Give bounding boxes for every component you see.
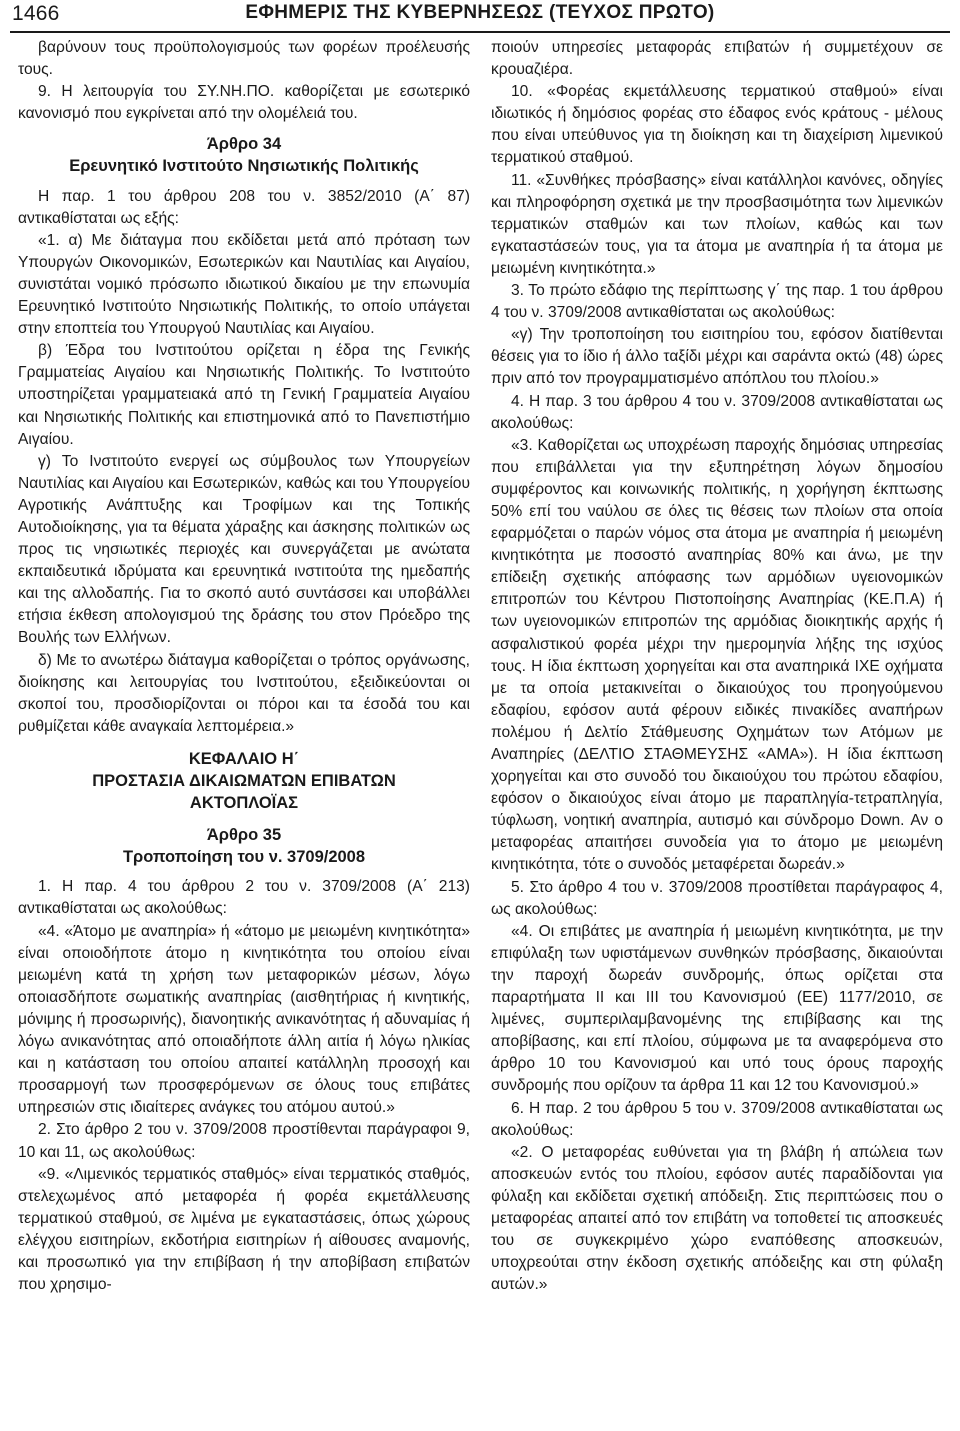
paragraph: «γ) Την τροποποίηση του εισιτηρίου του, εφόσον διατίθενται θέσεις για το ίδιο ή άλλο ταξίδι μέχρι και σαράντα οκτώ (48) ώρες πριν από τον προγραμματισμένο απόπλου του πλοίου.» xyxy=(491,326,943,388)
paragraph: 10. «Φορέας εκμετάλλευσης τερματικού σταθμού» είναι ιδιωτικός ή δημόσιος φορέας στο έδαφος ενός κράτους - μέλους που είναι υπεύθυνος για τη διοίκηση και τη διαχείριση λιμενικού τερματικού σταθμού. xyxy=(491,83,943,167)
paragraph: «2. Ο μεταφορέας ευθύνεται για τη βλάβη ή απώλεια των αποσκευών εντός του πλοίου, εφόσον αυτές παραδίδονται για φύλαξη και εκδίδεται σχετική απόδειξη. Στις περιπτώσεις που ο μεταφορέας απαιτεί από τον επιβάτη να τοποθετεί τις αποσκευές του σε συγκεκριμένο χώρο εναπόθεσης αποσκευών, υποχρεούται στην έκδοση σχετικής απόδειξης και στη φύλαξη αυτών.» xyxy=(491,1143,943,1294)
paragraph: 1. Η παρ. 4 του άρθρου 2 του ν. 3709/2008 (Α΄ 213) αντικαθίσταται ως ακολούθως: xyxy=(18,878,470,918)
paragraph: «4. Οι επιβάτες με αναπηρία ή μειωμένη κινητικότητα, με την επιφύλαξη των υφιστάμενων συνθηκών πρόσβασης, δικαιούνται την παροχή δωρεάν συνδρομής, όπως ορίζεται στα παραρτήματα ΙΙ και ΙΙΙ του Κανονισμού (ΕΕ) 1177/2010, σε λιμένες, συμπεριλαμβανομένης της επιβίβασης και της αποβίβασης, και επί πλοίου, σύμφωνα με τα αναφερόμενα στο άρθρο 10 του Κανονισμού και υπό τους όρους παροχής συνδρομής που ορίζουν τα άρθρα 11 και 12 του Κανονισμού.» xyxy=(491,922,943,1095)
paragraph: δ) Με το ανωτέρω διάταγμα καθορίζεται ο τρόπος οργάνωσης, διοίκησης και λειτουργίας του Ινστιτούτου, εξειδικεύονται οι σκοποί του, προσδιορίζονται οι πόροι και τα έσοδά του και ρυθμίζεται κάθε αναγκαία λεπτομέρεια.» xyxy=(18,651,470,735)
page-number: 1466 xyxy=(12,2,60,25)
paragraph: βαρύνουν τους προϋπολογισμούς των φορέων προέλευσής τους. xyxy=(18,39,470,79)
running-title: ΕΦΗΜΕΡΙΣ ΤΗΣ ΚΥΒΕΡΝΗΣΕΩΣ (ΤΕΥΧΟΣ ΠΡΩΤΟ) xyxy=(245,2,715,23)
article-35-subtitle: Τροποποίηση του ν. 3709/2008 xyxy=(122,848,366,867)
spacer xyxy=(18,125,470,133)
article-34-title: Άρθρο 34 xyxy=(206,135,282,154)
header-rule xyxy=(10,31,950,33)
paragraph: β) Έδρα του Ινστιτούτου ορίζεται η έδρα της Γενικής Γραμματείας Αιγαίου και Νησιωτικής Πολιτικής. Το Ινστιτούτο υποστηρίζεται γραμματειακά από τη Γενική Γραμματεία Αιγαίου και Νησιωτικής Πολιτικής και επιστημονικά από το Πανεπιστήμιο Αιγαίου. xyxy=(18,342,470,448)
paragraph: ποιούν υπηρεσίες μεταφοράς επιβατών ή συμμετέχουν σε κρουαζιέρα. xyxy=(491,39,943,79)
article-35-title: Άρθρο 35 xyxy=(206,826,282,845)
left-column xyxy=(18,37,470,1296)
paragraph: 9. Η λειτουργία του ΣΥ.ΝΗ.ΠΟ. καθορίζεται με εσωτερικό κανονισμό που εγκρίνεται από την ολομέλειά του. xyxy=(18,83,470,123)
paragraph: «9. «Λιμενικός τερματικός σταθμός» είναι τερματικός σταθμός, στελεχωμένος από μεταφορέα ή φορέα εκμετάλλευσης τερματικού σταθμού, σε λιμένα με εγκαταστάσεις, όπως χώρους ελέγχου εισιτηρίων, εκδοτήρια εισιτηρίων ή αίθουσες αναμονής, και προσωπικό για την επιβίβαση ή την αποβίβαση επιβατών που χρησιμο- xyxy=(18,1165,470,1294)
paragraph: 11. «Συνθήκες πρόσβασης» είναι κατάλληλοι κανόνες, οδηγίες και πληροφόρηση σχετικά με την προσβασιμότητα των λιμενικών τερματικών σταθμών και των πλοίων, καθώς και των εγκαταστάσεών τους, για τα άτομα με αναπηρία ή τα άτομα με μειωμένη κινητικότητα.» xyxy=(491,171,943,277)
spacer xyxy=(18,868,470,876)
paragraph: «3. Καθορίζεται ως υποχρέωση παροχής δημόσιας υπηρεσίας που επιβάλλεται για την εξυπηρέτηση λόγων δημοσίου συμφέροντος και κοινωνικής πολιτικής, η χορήγηση έκπτωσης 50% επί του ναύλου σε όλες τις θέσεις των πλοίων στα οποία εφαρμόζεται ο παρών νόμος στα άτομα με αναπηρία ή μειωμένη κινητικότητα με ποσοστό αναπηρίας 80% και άνω, με την επίδειξη σχετικής απόφασης των αρμόδιων υγειονομικών επιτροπών του Κέντρου Πιστοποίησης Αναπηρίας (ΚΕ.Π.Α) ή των υγειονομικών επιτροπών της αρμόδιας διοικητικής αρχής ή ασφαλιστικού φορέα μέχρι την ημερομηνία λήξης της ισχύος τους. Η ίδια έκπτωση χορηγείται και στα αναπηρικά ΙΧΕ οχήματα με τα οποία μετακινείται ο δικαιούχος του προηγούμενου εδαφίου, εφόσον αυτά φέρουν ειδικές πινακίδες αναπήρων πολέμου ή Δελτίο Στάθμευσης Οχημάτων των Ατόμων με Αναπηρίες (ΔΕΛΤΙΟ ΣΤΑΘΜΕΥΣΗΣ «ΑΜΑ»). Η ίδια έκπτωση χορηγείται και στο συνοδό του δικαιούχου του πρώτου εδαφίου, εφόσον ο δικαιούχος είναι άτομο με παραπληγία-τετραπληγία, τύφλωση, νοητική αναπηρία, αυτισμό και σύνδρομο Down. Αν ο μεταφορέας απαιτήσει συνοδεία για το άτομο με μειωμένη κινητικότητα, τότε ο συνοδός μεταφέρεται δωρεάν.» xyxy=(491,436,943,874)
paragraph: Η παρ. 1 του άρθρου 208 του ν. 3852/2010 (Α΄ 87) αντικαθίσταται ως εξής: xyxy=(18,187,470,227)
paragraph: 4. Η παρ. 3 του άρθρου 4 του ν. 3709/2008 αντικαθίσταται ως ακολούθως: xyxy=(491,392,943,432)
chapter-subtitle-line-2: ΑΚΤΟΠΛΟΪΑΣ xyxy=(189,794,299,813)
chapter-subtitle-line-1: ΠΡΟΣΤΑΣΙΑ ΔΙΚΑΙΩΜΑΤΩΝ ΕΠΙΒΑΤΩΝ xyxy=(92,772,396,790)
paragraph: 5. Στο άρθρο 4 του ν. 3709/2008 προστίθεται παράγραφος 4, ως ακολούθως: xyxy=(491,878,943,918)
chapter-title: ΚΕΦΑΛΑΙΟ Η΄ xyxy=(188,749,300,768)
article-34-subtitle: Ερευνητικό Ινστιτούτο Νησιωτικής Πολιτικής xyxy=(69,157,419,176)
page-header xyxy=(0,0,960,30)
right-column xyxy=(491,37,943,1296)
paragraph: 3. Το πρώτο εδάφιο της περίπτωσης γ΄ της παρ. 1 του άρθρου 4 του ν. 3709/2008 αντικαθίσταται ως ακολούθως: xyxy=(491,282,943,322)
paragraph: γ) Το Ινστιτούτο ενεργεί ως σύμβουλος των Υπουργείων Ναυτιλίας και Αιγαίου και Εσωτερικών, καθώς και του Υπουργείου Αγροτικής Ανάπτυξης και Τροφίμων και της Τοπικής Αυτοδιοίκησης, για τα θέματα χάραξης και άσκησης πολιτικών ως προς τις νησιωτικές περιοχές και συνεργάζεται με ανώτατα εκπαιδευτικά ιδρύματα και ερευνητικά ινστιτούτα της ημεδαπής και της αλλοδαπής. Για το σκοπό αυτό συντάσσει και υποβάλλει ετήσια έκθεση απολογισμού της δράσης του στον Πρόεδρο της Βουλής των Ελλήνων. xyxy=(18,452,470,647)
paragraph: 6. Η παρ. 2 του άρθρου 5 του ν. 3709/2008 αντικαθίσταται ως ακολούθως: xyxy=(491,1099,943,1139)
spacer xyxy=(18,178,470,186)
paragraph: 2. Στο άρθρο 2 του ν. 3709/2008 προστίθενται παράγραφοι 9, 10 και 11, ως ακολούθως: xyxy=(18,1121,470,1161)
paragraph: «1. α) Με διάταγμα που εκδίδεται μετά από πρόταση των Υπουργών Οικονομικών, Εσωτερικών και Ναυτιλίας και Αιγαίου, συνιστάται νομικό πρόσωπο ιδιωτικού δικαίου με την επωνυμία Ερευνητικό Ινστιτούτο Νησιωτικής Πολιτικής, το οποίο υπάγεται στην εποπτεία του Υπουργού Ναυτιλίας και Αιγαίου. xyxy=(18,231,470,338)
paragraph: «4. «Άτομο με αναπηρία» ή «άτομο με μειωμένη κινητικότητα» είναι οποιοδήποτε άτομο η κινητικότητα του οποίου είναι μειωμένη κατά τη χρήση των μεταφορικών μέσων, λόγω οποιασδήποτε σωματικής αναπηρίας (αισθητήριας ή κινητικής, μόνιμης ή προσωρινής), διανοητικής ανικανότητας ή αδυναμίας ή λόγω ανικανότητας από οποιαδήποτε άλλη αιτία ή λόγω ηλικίας και η κατάσταση του οποίου απαιτεί κατάλληλη προσοχή και προσαρμογή των προσφερόμενων σε όλους τους επιβάτες υπηρεσιών στις ιδιαίτερες ανάγκες του ατόμου αυτού.» xyxy=(18,922,470,1117)
